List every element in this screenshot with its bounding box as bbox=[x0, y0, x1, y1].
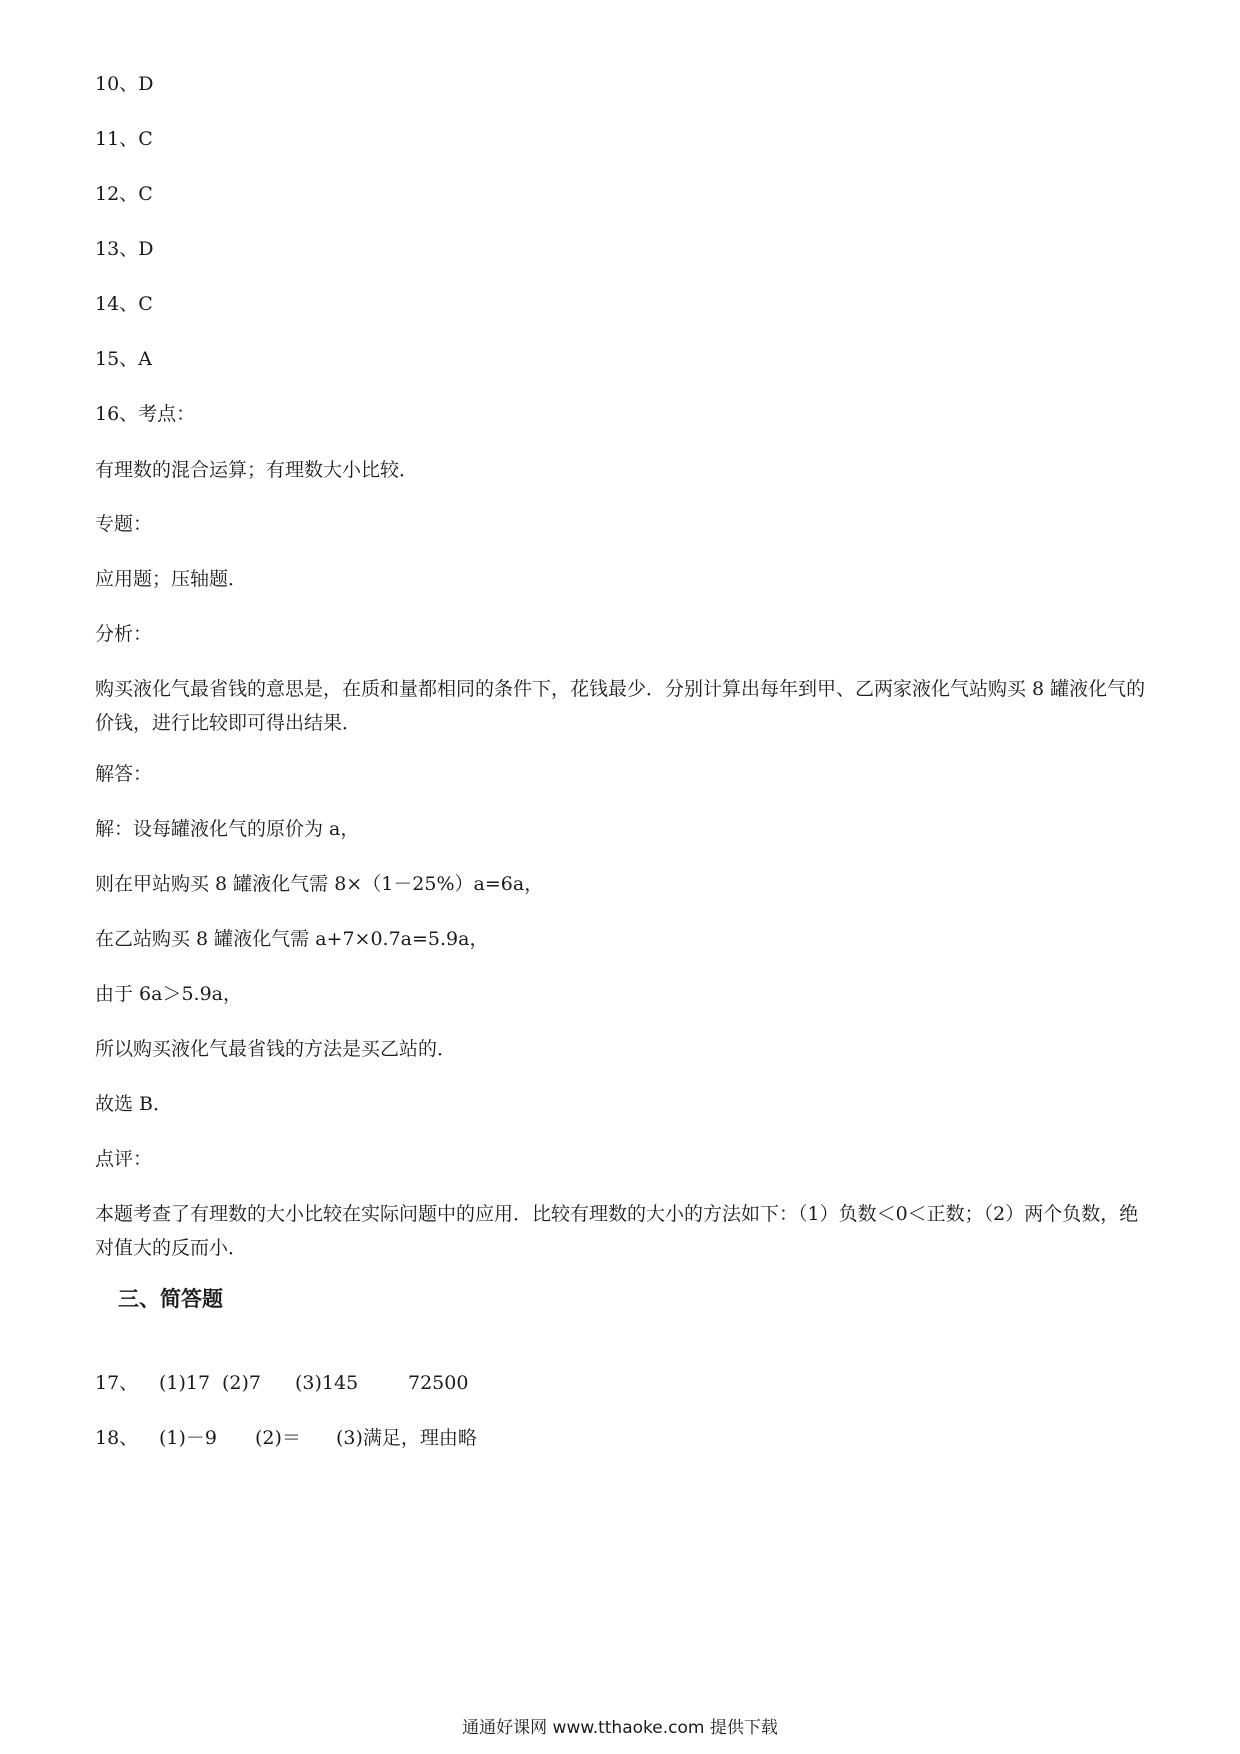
answer-choice: D bbox=[138, 238, 154, 260]
answer-part-3: (3)145 bbox=[295, 1372, 359, 1394]
answer-choice: C bbox=[138, 293, 153, 315]
q16-solution-line-6: 故选 B． bbox=[95, 1093, 173, 1115]
answer-line-14 bbox=[95, 292, 153, 316]
q16-solution-line-5: 所以购买液化气最省钱的方法是买乙站的． bbox=[95, 1038, 457, 1060]
answer-part-2: (2)＝ bbox=[255, 1427, 301, 1449]
answer-choice: A bbox=[138, 348, 152, 370]
question-number: 17、 bbox=[95, 1372, 139, 1394]
answer-part-1: (1)－9 bbox=[159, 1427, 218, 1449]
q16-fenxi-label: 分析： bbox=[95, 623, 153, 645]
q16-kaodian-label: 16、考点： bbox=[95, 403, 196, 425]
q16-kaodian-text: 有理数的混合运算；有理数大小比较． bbox=[95, 459, 419, 481]
q16-solution-line-1: 解：设每罐液化气的原价为 a， bbox=[95, 818, 360, 840]
question-number: 10、 bbox=[95, 73, 139, 95]
answer-part-1: (1)17 bbox=[159, 1372, 211, 1394]
answer-line-13 bbox=[95, 237, 153, 261]
q16-solution-line-4: 由于 6a＞5.9a， bbox=[95, 983, 242, 1005]
q16-solution-line-2: 则在甲站购买 8 罐液化气需 8×（1－25%）a=6a， bbox=[95, 873, 544, 895]
question-number: 11、 bbox=[95, 128, 139, 150]
answer-line-11 bbox=[95, 127, 153, 151]
question-number: 14、 bbox=[95, 293, 139, 315]
question-number: 13、 bbox=[95, 238, 139, 260]
page-footer: 通通好课网 www.tthaoke.com 提供下载 bbox=[462, 1718, 778, 1738]
q16-fenxi-text: 购买液化气最省钱的意思是，在质和量都相同的条件下，花钱最少．分别计算出每年到甲、乙两家液化气站购买 8 罐液化气的价钱，进行比较即可得出结果． bbox=[95, 678, 1146, 734]
question-number: 12、 bbox=[95, 183, 139, 205]
answer-line-12 bbox=[95, 182, 153, 206]
q16-zhuanti-text: 应用题；压轴题． bbox=[95, 568, 248, 590]
q16-dianping-text: 本题考查了有理数的大小比较在实际问题中的应用．比较有理数的大小的方法如下：（1）负数＜0＜正数；（2）两个负数，绝对值大的反而小． bbox=[95, 1203, 1139, 1259]
answer-choice: C bbox=[138, 128, 153, 150]
q16-jieda-label: 解答： bbox=[95, 763, 153, 785]
q16-dianping-label: 点评： bbox=[95, 1148, 153, 1170]
answer-part-4: 72500 bbox=[408, 1372, 469, 1394]
q16-zhuanti-label: 专题： bbox=[95, 513, 153, 535]
question-number: 18、 bbox=[95, 1427, 139, 1449]
answer-line-10 bbox=[95, 72, 153, 96]
section-title: 三、简答题 bbox=[118, 1287, 223, 1311]
answer-line-15 bbox=[95, 347, 152, 371]
answer-part-3: (3)满足，理由略 bbox=[336, 1427, 477, 1449]
answer-part-2: (2)7 bbox=[222, 1372, 262, 1394]
q16-solution-line-3: 在乙站购买 8 罐液化气需 a+7×0.7a=5.9a， bbox=[95, 928, 489, 950]
answer-choice: D bbox=[138, 73, 154, 95]
question-number: 15、 bbox=[95, 348, 139, 370]
answer-choice: C bbox=[138, 183, 153, 205]
